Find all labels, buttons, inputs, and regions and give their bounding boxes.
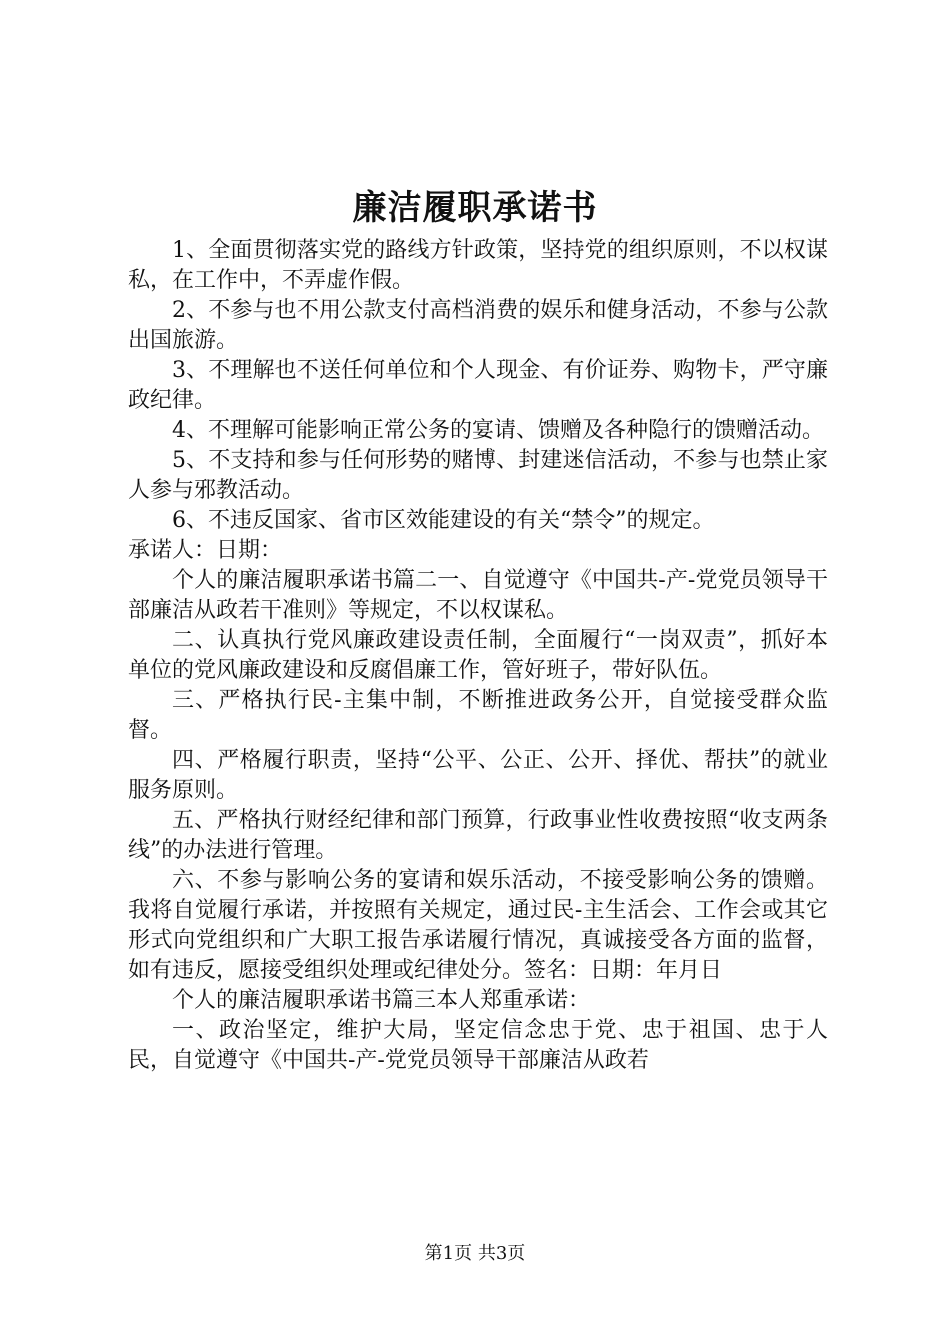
document-body xyxy=(128,236,828,1076)
page-footer: 第1页 共3页 xyxy=(424,1243,526,1264)
signature-line: 承诺人：日期： xyxy=(128,538,283,563)
paragraph: 5、不支持和参与任何形势的赌博、封建迷信活动，不参与也禁止家人参与邪教活动。 xyxy=(128,448,828,503)
paragraph: 五、严格执行财经纪律和部门预算，行政事业性收费按照“收支两条线”的办法进行管理。 xyxy=(128,808,828,863)
paragraph: 个人的廉洁履职承诺书篇二一、自觉遵守《中国共-产-党党员领导干部廉洁从政若干准则》等规定，不以权谋私。 xyxy=(128,568,828,623)
paragraph: 3、不理解也不送任何单位和个人现金、有价证券、购物卡，严守廉政纪律。 xyxy=(128,358,828,413)
paragraph: 四、严格履行职责，坚持“公平、公正、公开、择优、帮扶”的就业服务原则。 xyxy=(128,748,828,803)
paragraph: 一、政治坚定，维护大局，坚定信念忠于党、忠于祖国、忠于人民，自觉遵守《中国共-产-党党员领导干部廉洁从政若 xyxy=(128,1018,828,1073)
paragraph: 2、不参与也不用公款支付高档消费的娱乐和健身活动，不参与公款出国旅游。 xyxy=(128,298,828,353)
paragraph: 三、严格执行民-主集中制，不断推进政务公开，自觉接受群众监督。 xyxy=(128,688,828,743)
document-title: 廉洁履职承诺书 xyxy=(352,188,598,228)
paragraph: 六、不参与影响公务的宴请和娱乐活动，不接受影响公务的馈赠。我将自觉履行承诺，并按照有关规定，通过民-主生活会、工作会或其它形式向党组织和广大职工报告承诺履行情况，真诚接受各方面的监督，如有违反，愿接受组织处理或纪律处分。签名：日期：年月日 xyxy=(128,868,828,983)
paragraph: 4、不理解可能影响正常公务的宴请、馈赠及各种隐行的馈赠活动。 xyxy=(172,418,824,443)
paragraph: 6、不违反国家、省市区效能建设的有关“禁令”的规定。 xyxy=(172,508,715,533)
paragraph: 个人的廉洁履职承诺书篇三本人郑重承诺： xyxy=(172,988,591,1013)
paragraph: 1、全面贯彻落实党的路线方针政策，坚持党的组织原则，不以权谋私，在工作中，不弄虚作假。 xyxy=(128,238,828,293)
paragraph: 二、认真执行党风廉政建设责任制，全面履行“一岗双责”，抓好本单位的党风廉政建设和反腐倡廉工作，管好班子，带好队伍。 xyxy=(128,628,828,683)
